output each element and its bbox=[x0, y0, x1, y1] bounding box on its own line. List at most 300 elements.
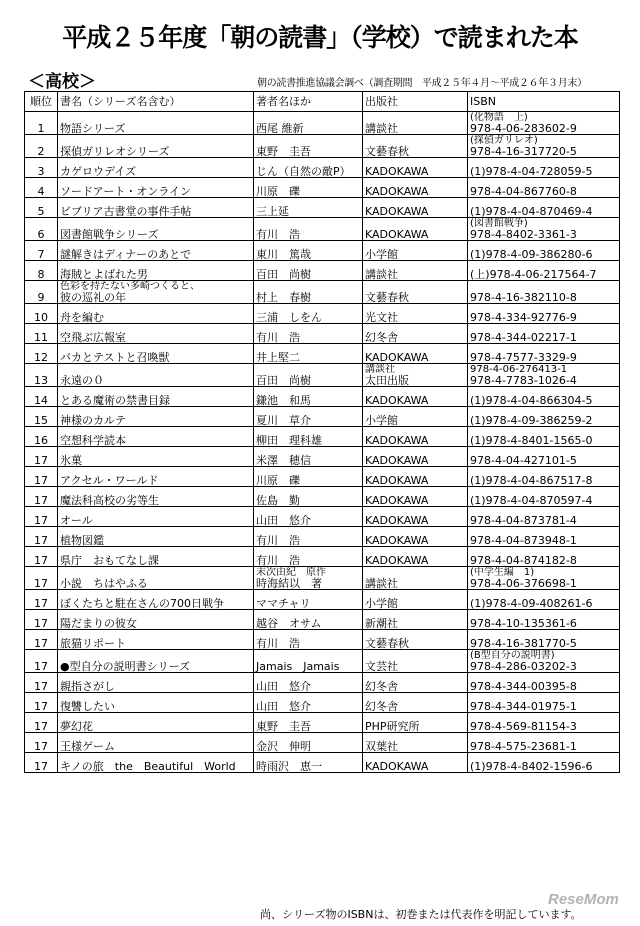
publisher-cell bbox=[363, 241, 468, 261]
cell-line: 978-4-16-382110-8 bbox=[470, 291, 577, 304]
cell-line: 探偵ガリレオシリーズ bbox=[60, 145, 170, 158]
rank-cell bbox=[25, 198, 58, 218]
author-cell bbox=[254, 693, 363, 713]
isbn-cell bbox=[468, 733, 620, 753]
table-row bbox=[25, 693, 620, 713]
cell-line: 鎌池 和馬 bbox=[256, 394, 311, 407]
author-cell bbox=[254, 135, 363, 158]
isbn-cell bbox=[468, 135, 620, 158]
cell-line: 17 bbox=[34, 700, 48, 713]
cell-line: 9 bbox=[37, 291, 45, 304]
cell-line: 978-4-04-427101-5 bbox=[470, 454, 577, 467]
author-cell bbox=[254, 304, 363, 324]
cell-line: 978-4-344-02217-1 bbox=[470, 331, 577, 344]
rank-cell bbox=[25, 567, 58, 590]
cell-line: 色彩を持たない多崎つくると、 bbox=[60, 281, 200, 292]
isbn-cell bbox=[468, 198, 620, 218]
cell-line: 17 bbox=[34, 760, 48, 773]
rank-cell bbox=[25, 112, 58, 135]
cell-line: KADOKAWA bbox=[365, 351, 429, 364]
title-cell bbox=[58, 590, 254, 610]
isbn-cell bbox=[468, 387, 620, 407]
cell-line: 小学館 bbox=[365, 597, 398, 610]
table-row bbox=[25, 527, 620, 547]
cell-line: (1)978-4-09-386259-2 bbox=[470, 414, 593, 427]
cell-line: 978-4-10-135361-6 bbox=[470, 617, 577, 630]
cell-line: 空飛ぶ広報室 bbox=[60, 331, 126, 344]
cell-line: KADOKAWA bbox=[365, 165, 429, 178]
cell-line: 978-4-344-01975-1 bbox=[470, 700, 577, 713]
cell-line: 幻冬舎 bbox=[365, 700, 398, 713]
title-cell bbox=[58, 281, 254, 304]
cell-line: 978-4-04-873948-1 bbox=[470, 534, 577, 547]
title-cell bbox=[58, 733, 254, 753]
publisher-cell bbox=[363, 387, 468, 407]
author-cell bbox=[254, 218, 363, 241]
cell-line: 金沢 伸明 bbox=[256, 740, 311, 753]
cell-line: 15 bbox=[34, 414, 48, 427]
cell-line: (図書館戦争) bbox=[470, 218, 528, 229]
author-cell bbox=[254, 567, 363, 590]
cell-line: 17 bbox=[34, 494, 48, 507]
rank-cell bbox=[25, 344, 58, 364]
publisher-cell bbox=[363, 344, 468, 364]
cell-line: 魔法科高校の劣等生 bbox=[60, 494, 159, 507]
rank-cell bbox=[25, 281, 58, 304]
cell-line: 17 bbox=[34, 577, 48, 590]
cell-line: 文芸社 bbox=[365, 660, 398, 673]
publisher-cell bbox=[363, 324, 468, 344]
table-row bbox=[25, 178, 620, 198]
cell-line: 5 bbox=[37, 205, 45, 218]
cell-line: 山田 悠介 bbox=[256, 514, 311, 527]
cell-line: 王様ゲーム bbox=[60, 740, 115, 753]
table-row bbox=[25, 112, 620, 135]
isbn-cell bbox=[468, 693, 620, 713]
cell-line: KADOKAWA bbox=[365, 474, 429, 487]
cell-line: 6 bbox=[37, 228, 45, 241]
table-row bbox=[25, 158, 620, 178]
table-row bbox=[25, 487, 620, 507]
cell-line: 東野 圭吾 bbox=[256, 720, 311, 733]
publisher-cell bbox=[363, 673, 468, 693]
cell-line: 舟を編む bbox=[60, 311, 104, 324]
author-cell bbox=[254, 447, 363, 467]
publisher-cell bbox=[363, 650, 468, 673]
author-cell bbox=[254, 427, 363, 447]
title-cell bbox=[58, 241, 254, 261]
cell-line: 越谷 オサム bbox=[256, 617, 322, 630]
rank-cell bbox=[25, 447, 58, 467]
cell-line: 17 bbox=[34, 740, 48, 753]
footer-note: 尚、シリーズ物のISBNは、初巻または代表作を明記しています。 bbox=[260, 908, 582, 921]
cell-line: 978-4-575-23681-1 bbox=[470, 740, 577, 753]
publisher-cell bbox=[363, 407, 468, 427]
cell-line: (1)978-4-04-870597-4 bbox=[470, 494, 593, 507]
cell-line: 東野 圭吾 bbox=[256, 145, 311, 158]
rank-cell bbox=[25, 387, 58, 407]
cell-line: 山田 悠介 bbox=[256, 680, 311, 693]
cell-line: 親指さがし bbox=[60, 680, 115, 693]
table-row bbox=[25, 610, 620, 630]
publisher-cell bbox=[363, 304, 468, 324]
cell-line: (1)978-4-04-866304-5 bbox=[470, 394, 593, 407]
cell-line: 17 bbox=[34, 534, 48, 547]
rank-cell bbox=[25, 364, 58, 387]
cell-line: 幻冬舎 bbox=[365, 331, 398, 344]
cell-line: 神様のカルテ bbox=[60, 414, 126, 427]
cell-line: 13 bbox=[34, 374, 48, 387]
cell-line: 17 bbox=[34, 597, 48, 610]
table-row bbox=[25, 753, 620, 773]
author-cell bbox=[254, 261, 363, 281]
cell-line: 講談社 bbox=[365, 122, 398, 135]
rank-cell bbox=[25, 407, 58, 427]
cell-line: 有川 浩 bbox=[256, 331, 300, 344]
cell-line: Jamais Jamais bbox=[256, 660, 340, 673]
cell-line: 2 bbox=[37, 145, 45, 158]
cell-line: 17 bbox=[34, 720, 48, 733]
cell-line: (上)978-4-06-217564-7 bbox=[470, 268, 597, 281]
author-cell bbox=[254, 407, 363, 427]
cell-line: 14 bbox=[34, 394, 48, 407]
cell-line: 山田 悠介 bbox=[256, 700, 311, 713]
cell-line: 旅猫リポート bbox=[60, 637, 126, 650]
isbn-cell bbox=[468, 407, 620, 427]
title-cell bbox=[58, 344, 254, 364]
header-publisher: 出版社 bbox=[363, 92, 468, 112]
cell-line: 10 bbox=[34, 311, 48, 324]
cell-line: 文藝春秋 bbox=[365, 291, 409, 304]
cell-line: 永遠の０ bbox=[60, 374, 104, 387]
author-cell bbox=[254, 733, 363, 753]
header-isbn: ISBN bbox=[468, 92, 620, 112]
table-row bbox=[25, 218, 620, 241]
cell-line: 11 bbox=[34, 331, 48, 344]
isbn-cell bbox=[468, 324, 620, 344]
cell-line: 978-4-16-381770-5 bbox=[470, 637, 577, 650]
publisher-cell bbox=[363, 567, 468, 590]
rank-cell bbox=[25, 135, 58, 158]
isbn-cell bbox=[468, 507, 620, 527]
isbn-cell bbox=[468, 281, 620, 304]
cell-line: 978-4-04-874182-8 bbox=[470, 554, 577, 567]
cell-line: 末次由紀 原作 bbox=[256, 567, 326, 578]
cell-line: 文藝春秋 bbox=[365, 637, 409, 650]
title-cell bbox=[58, 753, 254, 773]
cell-line: 3 bbox=[37, 165, 45, 178]
table-row bbox=[25, 630, 620, 650]
title-cell bbox=[58, 567, 254, 590]
table-row bbox=[25, 198, 620, 218]
rank-cell bbox=[25, 487, 58, 507]
isbn-cell bbox=[468, 304, 620, 324]
title-cell bbox=[58, 324, 254, 344]
cell-line: アクセル・ワールド bbox=[60, 474, 159, 487]
title-cell bbox=[58, 387, 254, 407]
page-title: 平成２５年度「朝の読書」（学校）で読まれた本 bbox=[62, 23, 578, 52]
survey-note: 朝の読書推進協議会調べ（調査期間 平成２５年４月～平成２６年３月末） bbox=[257, 78, 587, 89]
rank-cell bbox=[25, 527, 58, 547]
rank-cell bbox=[25, 218, 58, 241]
cell-line: PHP研究所 bbox=[365, 720, 420, 733]
cell-line: 17 bbox=[34, 637, 48, 650]
cell-line: 植物図鑑 bbox=[60, 534, 104, 547]
isbn-cell bbox=[468, 753, 620, 773]
cell-line: 村上 春樹 bbox=[256, 291, 311, 304]
isbn-cell bbox=[468, 487, 620, 507]
cell-line: 978-4-334-92776-9 bbox=[470, 311, 577, 324]
title-cell bbox=[58, 673, 254, 693]
cell-line: 16 bbox=[34, 434, 48, 447]
title-cell bbox=[58, 610, 254, 630]
cell-line: (中学生編 1) bbox=[470, 567, 535, 578]
cell-line: 県庁 おもてなし課 bbox=[60, 554, 159, 567]
cell-line: 小説 ちはやふる bbox=[60, 577, 148, 590]
author-cell bbox=[254, 178, 363, 198]
table-row bbox=[25, 713, 620, 733]
cell-line: 佐島 勤 bbox=[256, 494, 300, 507]
title-cell bbox=[58, 713, 254, 733]
cell-line: 井上堅二 bbox=[256, 351, 300, 364]
cell-line: 講談社 bbox=[365, 364, 395, 375]
rank-cell bbox=[25, 261, 58, 281]
title-cell bbox=[58, 304, 254, 324]
cell-line: 17 bbox=[34, 660, 48, 673]
cell-line: ママチャリ bbox=[256, 597, 311, 610]
table-row bbox=[25, 447, 620, 467]
table-header-row bbox=[25, 92, 620, 112]
cell-line: 8 bbox=[37, 268, 45, 281]
title-cell bbox=[58, 447, 254, 467]
publisher-cell bbox=[363, 713, 468, 733]
cell-line: 978-4-04-873781-4 bbox=[470, 514, 577, 527]
author-cell bbox=[254, 387, 363, 407]
rank-cell bbox=[25, 178, 58, 198]
isbn-cell bbox=[468, 158, 620, 178]
cell-line: 有川 浩 bbox=[256, 534, 300, 547]
cell-line: (1)978-4-04-728059-5 bbox=[470, 165, 593, 178]
table-row bbox=[25, 673, 620, 693]
rank-cell bbox=[25, 241, 58, 261]
publisher-cell bbox=[363, 487, 468, 507]
isbn-cell bbox=[468, 590, 620, 610]
cell-line: 17 bbox=[34, 514, 48, 527]
author-cell bbox=[254, 241, 363, 261]
cell-line: 米澤 穂信 bbox=[256, 454, 311, 467]
table-row bbox=[25, 281, 620, 304]
author-cell bbox=[254, 281, 363, 304]
cell-line: 978-4-344-00395-8 bbox=[470, 680, 577, 693]
title-cell bbox=[58, 650, 254, 673]
isbn-cell bbox=[468, 364, 620, 387]
publisher-cell bbox=[363, 753, 468, 773]
cell-line: KADOKAWA bbox=[365, 205, 429, 218]
cell-line: ぼくたちと駐在さんの700日戦争 bbox=[60, 597, 224, 610]
publisher-cell bbox=[363, 135, 468, 158]
reading-list-table bbox=[24, 91, 620, 773]
title-cell bbox=[58, 218, 254, 241]
cell-line: バカとテストと召喚獣 bbox=[60, 351, 170, 364]
isbn-cell bbox=[468, 567, 620, 590]
rank-cell bbox=[25, 713, 58, 733]
cell-line: 光文社 bbox=[365, 311, 398, 324]
author-cell bbox=[254, 112, 363, 135]
resemom-logo: ReseMom bbox=[548, 891, 619, 908]
cell-line: ソードアート・オンライン bbox=[60, 185, 192, 198]
title-cell bbox=[58, 527, 254, 547]
isbn-cell bbox=[468, 112, 620, 135]
header-author: 著者名ほか bbox=[254, 92, 363, 112]
publisher-cell bbox=[363, 261, 468, 281]
cell-line: 氷菓 bbox=[60, 454, 82, 467]
title-cell bbox=[58, 198, 254, 218]
rank-cell bbox=[25, 590, 58, 610]
cell-line: 12 bbox=[34, 351, 48, 364]
rank-cell bbox=[25, 158, 58, 178]
table-row bbox=[25, 733, 620, 753]
title-cell bbox=[58, 135, 254, 158]
cell-line: 柳田 理科雄 bbox=[256, 434, 322, 447]
rank-cell bbox=[25, 467, 58, 487]
cell-line: 図書館戦争シリーズ bbox=[60, 228, 159, 241]
isbn-cell bbox=[468, 261, 620, 281]
isbn-cell bbox=[468, 713, 620, 733]
isbn-cell bbox=[468, 673, 620, 693]
rank-cell bbox=[25, 630, 58, 650]
cell-line: KADOKAWA bbox=[365, 514, 429, 527]
cell-line: 978-4-16-317720-5 bbox=[470, 145, 577, 158]
cell-line: 幻冬舎 bbox=[365, 680, 398, 693]
cell-line: 川原 礫 bbox=[256, 185, 300, 198]
table-row bbox=[25, 650, 620, 673]
isbn-cell bbox=[468, 427, 620, 447]
publisher-cell bbox=[363, 178, 468, 198]
title-cell bbox=[58, 630, 254, 650]
publisher-cell bbox=[363, 590, 468, 610]
cell-line: KADOKAWA bbox=[365, 434, 429, 447]
table-row bbox=[25, 547, 620, 567]
cell-line: 978-4-8402-3361-3 bbox=[470, 228, 577, 241]
title-cell bbox=[58, 261, 254, 281]
cell-line: 小学館 bbox=[365, 414, 398, 427]
title-cell bbox=[58, 487, 254, 507]
title-cell bbox=[58, 467, 254, 487]
table-row bbox=[25, 135, 620, 158]
title-cell bbox=[58, 547, 254, 567]
publisher-cell bbox=[363, 218, 468, 241]
cell-line: 謎解きはディナーのあとで bbox=[60, 248, 192, 261]
isbn-cell bbox=[468, 241, 620, 261]
cell-line: オール bbox=[60, 514, 93, 527]
cell-line: 講談社 bbox=[365, 577, 398, 590]
cell-line: 時雨沢 恵一 bbox=[256, 760, 322, 773]
isbn-cell bbox=[468, 630, 620, 650]
rank-cell bbox=[25, 547, 58, 567]
table-row bbox=[25, 364, 620, 387]
cell-line: 東川 篤哉 bbox=[256, 248, 311, 261]
cell-line: 物語シリーズ bbox=[60, 122, 126, 135]
title-cell bbox=[58, 427, 254, 447]
title-cell bbox=[58, 112, 254, 135]
cell-line: 978-4-06-376698-1 bbox=[470, 577, 577, 590]
cell-line: 三上延 bbox=[256, 205, 289, 218]
publisher-cell bbox=[363, 112, 468, 135]
table-row bbox=[25, 387, 620, 407]
table-row bbox=[25, 507, 620, 527]
rank-cell bbox=[25, 673, 58, 693]
isbn-cell bbox=[468, 218, 620, 241]
cell-line: 978-4-7783-1026-4 bbox=[470, 374, 577, 387]
cell-line: 三浦 しをん bbox=[256, 311, 322, 324]
cell-line: 西尾 維新 bbox=[256, 122, 304, 135]
cell-line: 空想科学読本 bbox=[60, 434, 126, 447]
table-row bbox=[25, 467, 620, 487]
publisher-cell bbox=[363, 630, 468, 650]
publisher-cell bbox=[363, 610, 468, 630]
table-row bbox=[25, 567, 620, 590]
table-body bbox=[25, 112, 620, 773]
author-cell bbox=[254, 467, 363, 487]
author-cell bbox=[254, 547, 363, 567]
cell-line: (1)978-4-8401-1565-0 bbox=[470, 434, 593, 447]
publisher-cell bbox=[363, 427, 468, 447]
title-cell bbox=[58, 364, 254, 387]
cell-line: カゲロウデイズ bbox=[60, 165, 137, 178]
isbn-cell bbox=[468, 447, 620, 467]
publisher-cell bbox=[363, 447, 468, 467]
cell-line: 978-4-06-283602-9 bbox=[470, 122, 577, 135]
cell-line: 有川 浩 bbox=[256, 554, 300, 567]
cell-line: 17 bbox=[34, 617, 48, 630]
publisher-cell bbox=[363, 507, 468, 527]
author-cell bbox=[254, 753, 363, 773]
cell-line: (1)978-4-09-408261-6 bbox=[470, 597, 593, 610]
cell-line: 百田 尚樹 bbox=[256, 268, 311, 281]
rank-cell bbox=[25, 733, 58, 753]
cell-line: 17 bbox=[34, 554, 48, 567]
cell-line: ビブリア古書堂の事件手帖 bbox=[60, 205, 192, 218]
cell-line: 4 bbox=[37, 185, 45, 198]
cell-line: 有川 浩 bbox=[256, 228, 300, 241]
isbn-cell bbox=[468, 344, 620, 364]
author-cell bbox=[254, 507, 363, 527]
cell-line: 978-4-04-867760-8 bbox=[470, 185, 577, 198]
author-cell bbox=[254, 590, 363, 610]
cell-line: 講談社 bbox=[365, 268, 398, 281]
cell-line: (1)978-4-04-870469-4 bbox=[470, 205, 593, 218]
table-row bbox=[25, 427, 620, 447]
rank-cell bbox=[25, 753, 58, 773]
cell-line: KADOKAWA bbox=[365, 494, 429, 507]
cell-line: 7 bbox=[37, 248, 45, 261]
cell-line: KADOKAWA bbox=[365, 394, 429, 407]
cell-line: 復讐したい bbox=[60, 700, 115, 713]
rank-cell bbox=[25, 610, 58, 630]
table-row bbox=[25, 324, 620, 344]
cell-line: 海賊とよばれた男 bbox=[60, 268, 148, 281]
rank-cell bbox=[25, 427, 58, 447]
header-title: 書名（シリーズ名含む） bbox=[58, 92, 254, 112]
isbn-cell bbox=[468, 467, 620, 487]
table-row bbox=[25, 241, 620, 261]
cell-line: 文藝春秋 bbox=[365, 145, 409, 158]
author-cell bbox=[254, 673, 363, 693]
isbn-cell bbox=[468, 650, 620, 673]
author-cell bbox=[254, 198, 363, 218]
isbn-cell bbox=[468, 610, 620, 630]
publisher-cell bbox=[363, 198, 468, 218]
